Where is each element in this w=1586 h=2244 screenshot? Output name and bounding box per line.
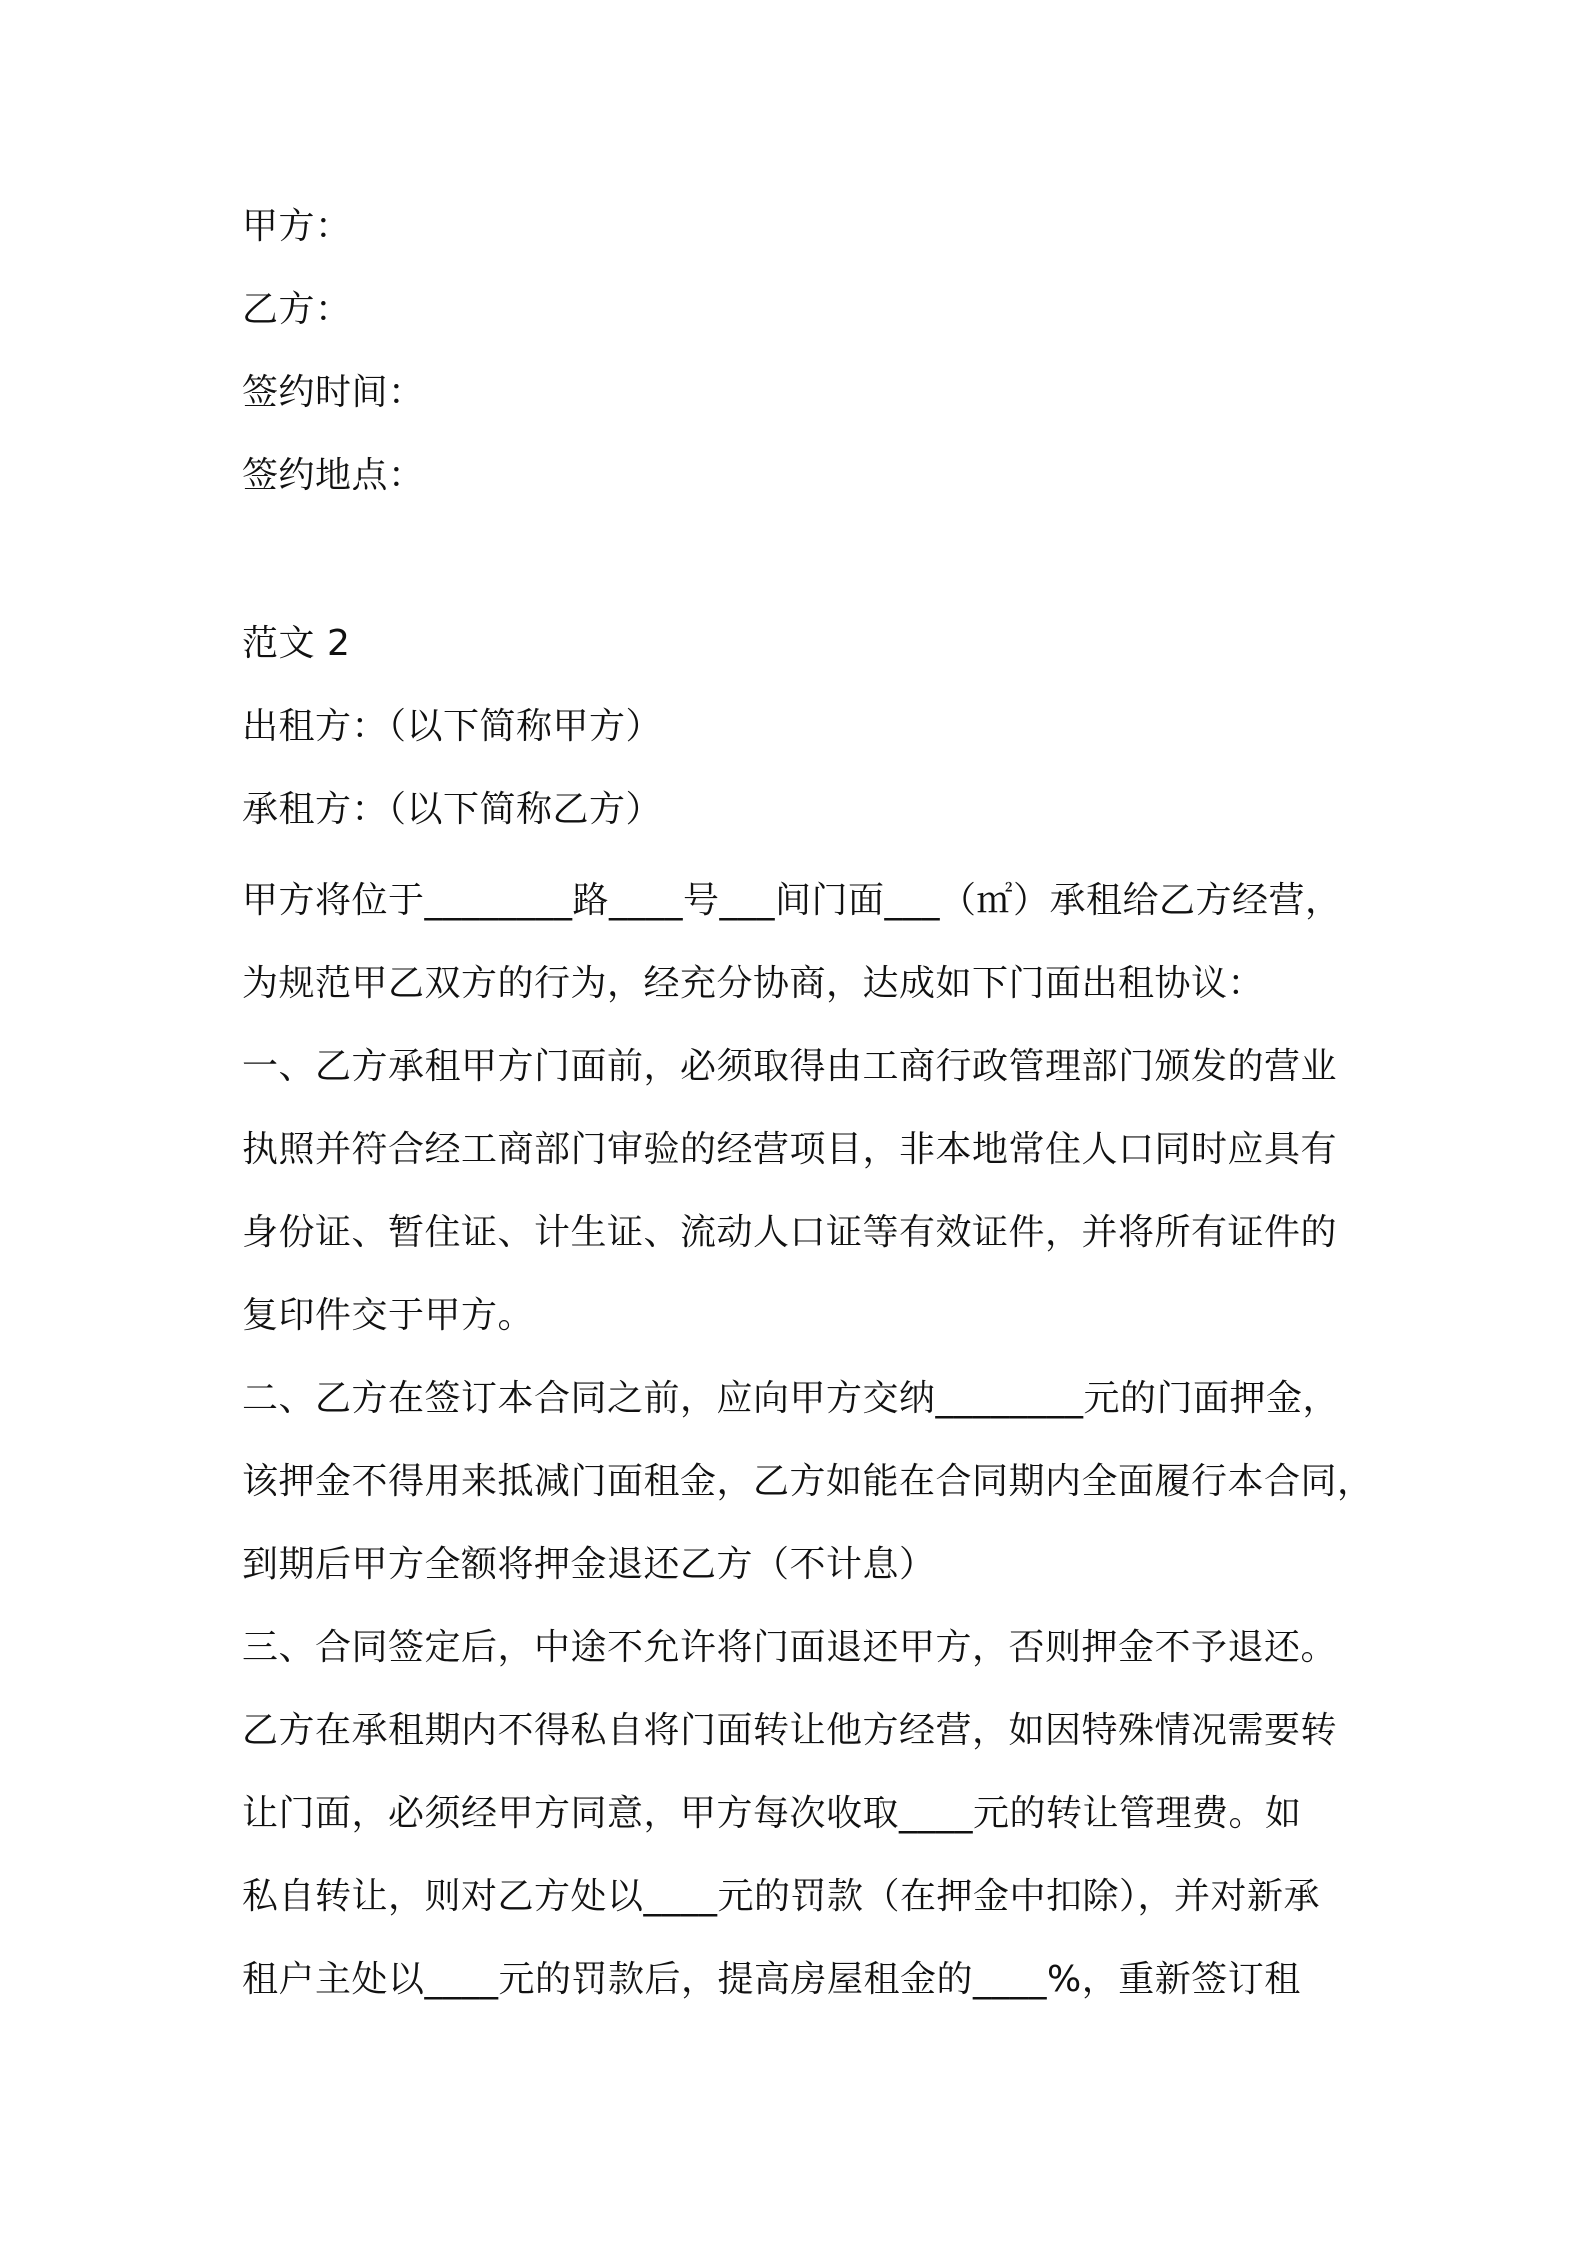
body-line: 甲方将位于________路____号___间门面___（㎡）承租给乙方经营，	[242, 880, 1342, 921]
party-a-field: 甲方：	[242, 206, 352, 247]
body-line: 乙方在承租期内不得私自将门面转让他方经营，如因特殊情况需要转	[242, 1710, 1338, 1751]
body-line: 私自转让，则对乙方处以____元的罚款（在押金中扣除），并对新承	[242, 1876, 1321, 1917]
body-line: 二、乙方在签订本合同之前，应向甲方交纳________元的门面押金，	[242, 1378, 1340, 1419]
body-line: 让门面，必须经甲方同意，甲方每次收取____元的转让管理费。如	[242, 1793, 1302, 1834]
body-line: 该押金不得用来抵减门面租金，乙方如能在合同期内全面履行本合同，	[242, 1461, 1374, 1502]
lessee-line: 承租方：（以下简称乙方）	[242, 789, 663, 830]
body-line: 到期后甲方全额将押金退还乙方（不计息）	[242, 1544, 936, 1585]
signing-time-field: 签约时间：	[242, 372, 425, 413]
body-line: 为规范甲乙双方的行为，经充分协商，达成如下门面出租协议：	[242, 963, 1265, 1004]
body-line: 执照并符合经工商部门审验的经营项目，非本地常住人口同时应具有	[242, 1129, 1338, 1170]
signing-place-field: 签约地点：	[242, 455, 425, 496]
body-line: 三、合同签定后，中途不允许将门面退还甲方，否则押金不予退还。	[242, 1627, 1338, 1668]
body-line: 一、乙方承租甲方门面前，必须取得由工商行政管理部门颁发的营业	[242, 1046, 1338, 1087]
section-title: 范文 2	[242, 623, 351, 664]
body-line: 身份证、暂住证、计生证、流动人口证等有效证件，并将所有证件的	[242, 1212, 1338, 1253]
lessor-line: 出租方：（以下简称甲方）	[242, 706, 663, 747]
body-line: 复印件交于甲方。	[242, 1295, 535, 1336]
party-b-field: 乙方：	[242, 289, 352, 330]
body-line: 租户主处以____元的罚款后，提高房屋租金的____%，重新签订租	[242, 1959, 1301, 2000]
